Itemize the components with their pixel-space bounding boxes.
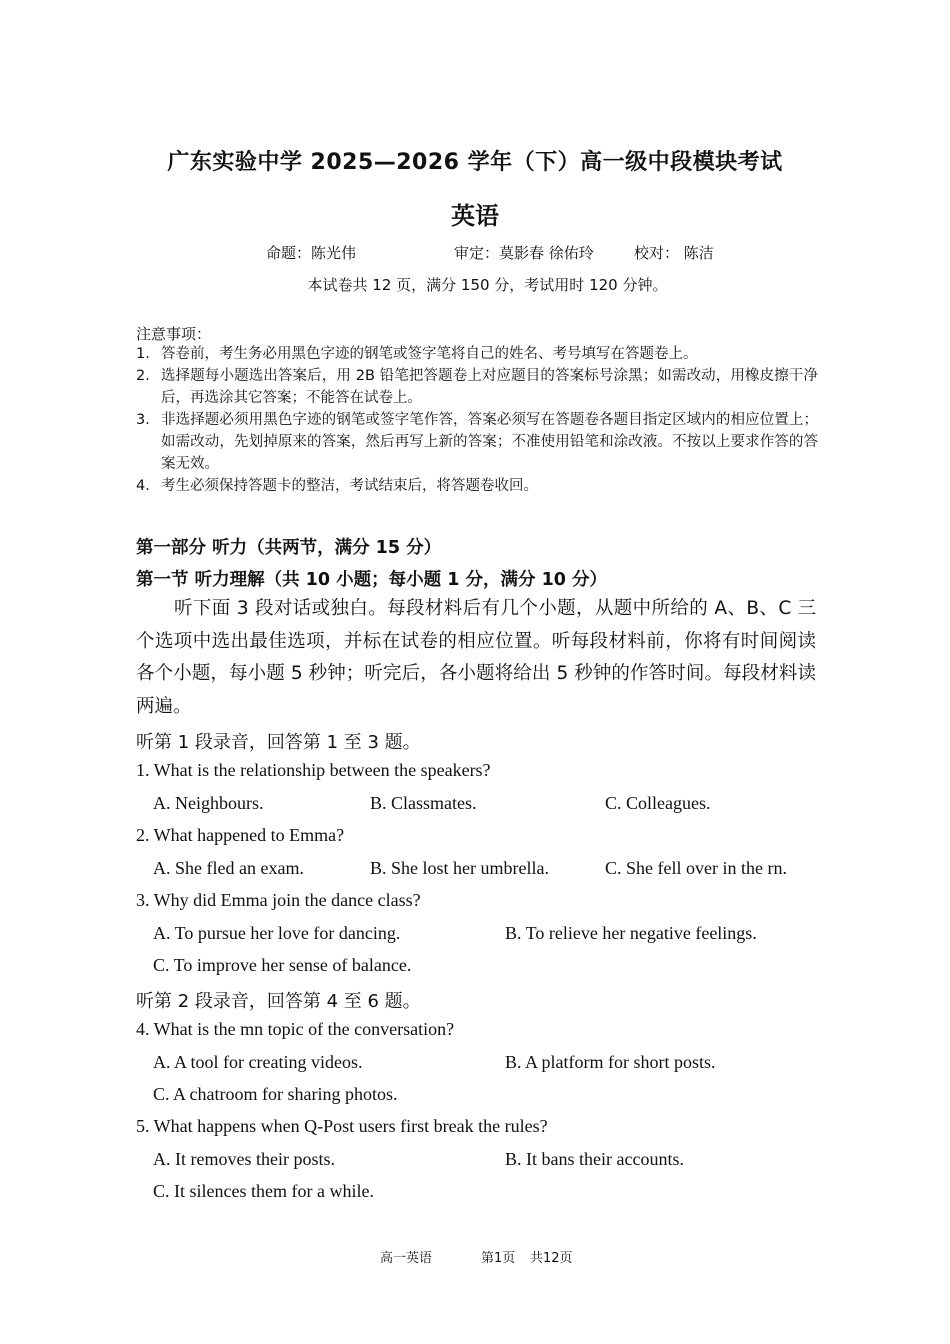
listening-instructions: 听下面 3 段对话或独白。每段材料后有几个小题，从题中所给的 A、B、C 三个选项中选出最佳选项，并标在试卷的相应位置。听每段材料前，你将有时间阅读各个小题，每小题 5 秒钟；听完后，各小题将给出 5 秒钟的作答时间。每段材料读两遍。 — [136, 598, 816, 717]
option-c: C. She fell over in the rn. — [605, 858, 787, 878]
footer-subject: 高一英语 — [380, 1251, 433, 1266]
notice-title: 注意事项： — [136, 325, 212, 343]
notice-item-text: 非选择题必须用黑色字迹的钢笔或签字笔作答，答案必须写在答题卷各题目指定区域内的相应位置上；如需改动，先划掉原来的答案，然后再写上新的答案；不准使用铅笔和涂改液。不按以上要求作答的答案无效。 — [161, 412, 818, 472]
option-a: A. To pursue her love for dancing. — [153, 923, 401, 943]
setter-credit: 命题：陈光伟 — [266, 244, 357, 262]
footer-page-number: 第1页 — [481, 1251, 516, 1266]
option-c: C. Colleagues. — [605, 793, 711, 813]
option-c: C. To improve her sense of balance. — [153, 955, 412, 975]
recording2-instruction: 听第 2 段录音，回答第 4 至 6 题。 — [136, 991, 421, 1012]
option-b: B. Classmates. — [370, 793, 477, 813]
notice-item-text: 答卷前，考生务必用黑色字迹的钢笔或签字笔将自己的姓名、考号填写在答题卷上。 — [161, 346, 698, 362]
option-b: B. A platform for short posts. — [505, 1052, 716, 1072]
question-text: 1. What is the relationship between the speakers? — [136, 760, 491, 780]
option-c: C. It silences them for a while. — [153, 1181, 374, 1201]
option-a: A. She fled an exam. — [153, 858, 304, 878]
notice-item — [136, 343, 818, 365]
notice-item-text: 考生必须保持答题卡的整洁，考试结束后，将答题卷收回。 — [161, 478, 538, 494]
footer-total-pages: 共12页 — [530, 1251, 573, 1266]
exam-subject: 英语 — [451, 202, 499, 230]
notice-item-number: 2． — [136, 368, 160, 384]
proofreader-credit: 校对： 陈洁 — [634, 244, 714, 262]
notice-item — [136, 475, 818, 497]
option-a: A. It removes their posts. — [153, 1149, 335, 1169]
notice-item-number: 3． — [136, 412, 160, 428]
option-a: A. Neighbours. — [153, 793, 264, 813]
question-text: 4. What is the mn topic of the conversation? — [136, 1019, 455, 1039]
notice-item — [136, 365, 818, 409]
section1-heading: 第一节 听力理解（共 10 小题；每小题 1 分，满分 10 分） — [136, 570, 608, 590]
question-text: 5. What happens when Q-Post users first break the rules? — [136, 1116, 548, 1136]
option-b: B. To relieve her negative feelings. — [505, 923, 757, 943]
notice-item-number: 4． — [136, 478, 160, 494]
question-text: 2. What happened to Emma? — [136, 825, 345, 845]
notice-item-text: 选择题每小题选出答案后，用 2B 铅笔把答题卷上对应题目的答案标号涂黑；如需改动，用橡皮擦干净后，再选涂其它答案；不能答在试卷上。 — [161, 368, 818, 406]
exam-title: 广东实验中学 2025—2026 学年（下）高一级中段模块考试 — [167, 150, 783, 175]
part1-heading: 第一部分 听力（共两节，满分 15 分） — [136, 538, 442, 558]
option-c: C. A chatroom for sharing photos. — [153, 1084, 398, 1104]
option-b: B. She lost her umbrella. — [370, 858, 549, 878]
notice-item — [136, 409, 818, 475]
recording1-instruction: 听第 1 段录音，回答第 1 至 3 题。 — [136, 732, 421, 753]
notice-item-number: 1． — [136, 346, 160, 362]
reviewer-credit: 审定：莫影春 徐佑玲 — [454, 244, 594, 262]
paper-info: 本试卷共 12 页，满分 150 分，考试用时 120 分钟。 — [307, 276, 668, 294]
option-b: B. It bans their accounts. — [505, 1149, 684, 1169]
option-a: A. A tool for creating videos. — [153, 1052, 363, 1072]
question-text: 3. Why did Emma join the dance class? — [136, 890, 421, 910]
